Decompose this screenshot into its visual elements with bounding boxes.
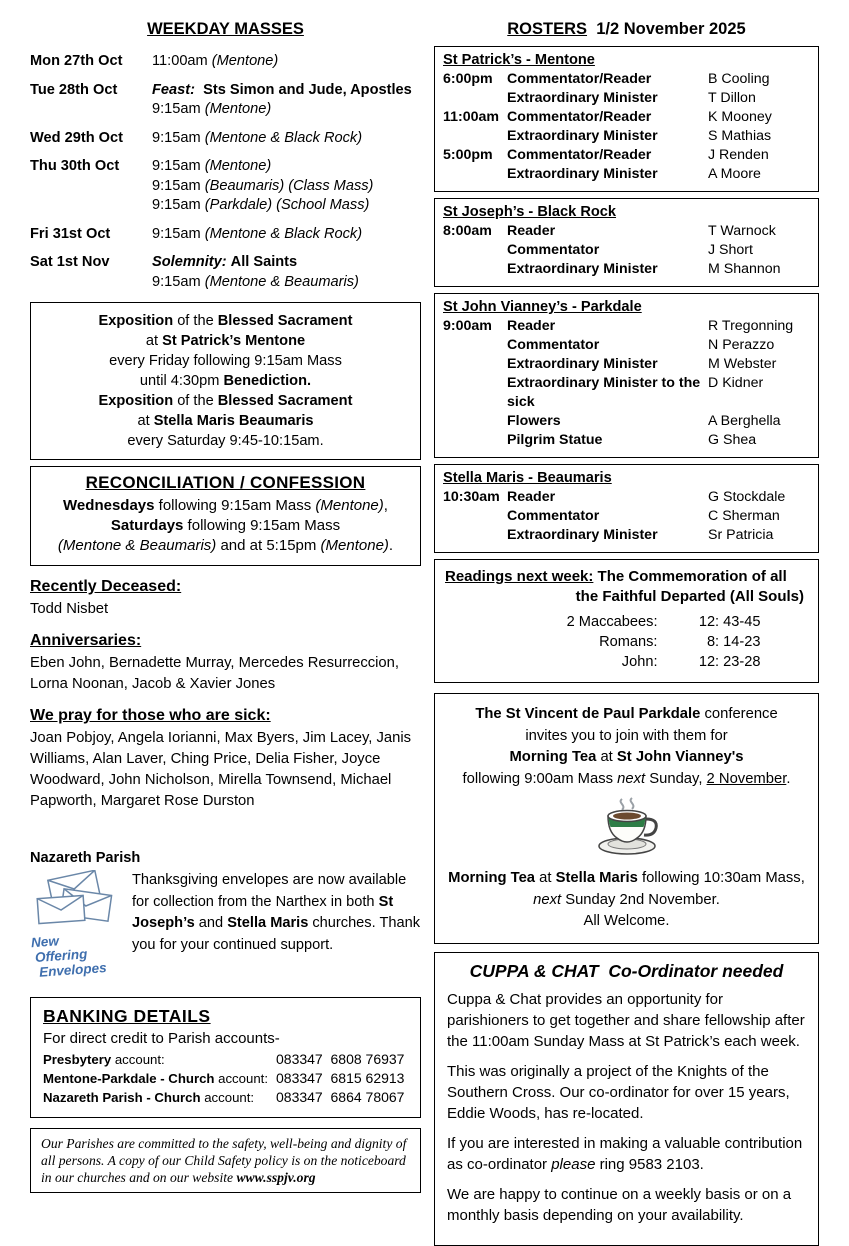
- roster-row: [443, 412, 810, 431]
- envelopes-caption: [31, 929, 126, 980]
- roster-st-josephs-black-rock: [434, 198, 819, 287]
- roster-time: 5:00pm: [443, 147, 493, 163]
- reading-row: [445, 612, 808, 632]
- roster-row: [443, 507, 810, 526]
- exposition-line: Exposition of the Blessed Sacrament: [98, 393, 353, 409]
- reading-row: [445, 652, 808, 672]
- roster-role: Extraordinary Minister: [507, 527, 658, 543]
- reconciliation-title: RECONCILIATION / CONFESSION: [85, 473, 366, 492]
- roster-time: 11:00am: [443, 109, 500, 125]
- roster-role: Commentator/Reader: [507, 109, 652, 125]
- morning-tea-line: next Sunday 2nd November.: [533, 891, 720, 908]
- roster-time: [443, 127, 507, 146]
- roster-person: Sr Patricia: [708, 527, 774, 543]
- morning-tea-line: All Welcome.: [583, 913, 670, 929]
- sick-section: [30, 707, 421, 812]
- anniversaries-heading: Anniversaries:: [30, 632, 142, 649]
- exposition-line: every Saturday 9:45-10:15am.: [127, 433, 324, 449]
- banking-intro: For direct credit to Parish accounts-: [43, 1030, 280, 1047]
- mass-time-line: 9:15am (Beaumaris) (Class Mass): [152, 177, 374, 194]
- right-column: [434, 20, 819, 1246]
- banking-row: [43, 1069, 408, 1088]
- roster-st-john-vianneys-parkdale: [434, 293, 819, 458]
- roster-role: Commentator: [507, 337, 600, 353]
- offering-envelopes-image: [30, 870, 124, 980]
- mass-time-line: 9:15am (Mentone): [152, 158, 272, 174]
- mass-time-line: 9:15am (Mentone & Beaumaris): [152, 273, 359, 290]
- mass-time-line: 9:15am (Parkdale) (School Mass): [152, 197, 370, 213]
- roster-time: [443, 431, 507, 450]
- mass-day: Wed 29th Oct: [30, 129, 123, 146]
- roster-role: Extraordinary Minister: [507, 90, 658, 106]
- mass-row-mon: [30, 52, 421, 72]
- weekday-masses-table: [30, 52, 421, 292]
- banking-account-label: Mentone-Parkdale - Church account:: [43, 1071, 268, 1086]
- roster-role: Extraordinary Minister to the sick: [507, 375, 701, 410]
- roster-role: Extraordinary Minister: [507, 166, 658, 182]
- exposition-notice: [30, 302, 421, 460]
- mass-day: Thu 30th Oct: [30, 158, 120, 174]
- reconciliation-line: Wednesdays following 9:15am Mass (Mentone),: [63, 497, 388, 514]
- sick-heading: We pray for those who are sick:: [30, 707, 271, 724]
- roster-time: [443, 260, 507, 279]
- child-safety-notice: [30, 1128, 421, 1193]
- roster-role: Reader: [507, 489, 556, 505]
- roster-person: A Moore: [708, 166, 761, 182]
- roster-time: 8:00am: [443, 223, 492, 239]
- roster-role: Extraordinary Minister: [507, 261, 658, 277]
- banking-account-number: 083347 6864 78067: [276, 1089, 405, 1105]
- mass-row-wed: [30, 129, 421, 149]
- mass-time-line: 9:15am (Mentone & Black Rock): [152, 225, 363, 242]
- cuppa-chat-title: CUPPA & CHAT Co-Ordinator needed: [469, 960, 784, 981]
- cuppa-chat-paragraph: This was originally a project of the Knights of the Southern Cross. Our co-ordinator for over 15 years, Eddie Woods, has re-located.: [447, 1062, 794, 1122]
- roster-time: [443, 89, 507, 108]
- envelopes-caption-word: New: [30, 933, 60, 951]
- roster-person: C Sherman: [708, 508, 780, 524]
- banking-details-box: [30, 997, 421, 1118]
- exposition-line: at St Patrick’s Mentone: [145, 333, 306, 349]
- mass-time-line: 9:15am (Mentone): [152, 101, 272, 117]
- recently-deceased-section: [30, 578, 421, 620]
- mass-day: Sat 1st Nov: [30, 254, 110, 270]
- roster-row: [443, 89, 810, 108]
- mass-row-fri: [30, 225, 421, 245]
- mass-time-line: 9:15am (Mentone & Black Rock): [152, 129, 363, 146]
- rosters-title: ROSTERS 1/2 November 2025: [507, 20, 746, 38]
- sick-names: Joan Pobjoy, Angela Iorianni, Max Byers, Jim Lacey, Janis Williams, Alan Laver, Ching Price, Delia Fisher, Joyce Woodward, John Nicholson, Mirella Townsend, Michael Papworth, Margaret Rose Durston: [30, 730, 412, 809]
- roster-person: K Mooney: [708, 109, 772, 125]
- roster-person: M Webster: [708, 356, 777, 372]
- roster-stella-maris-beaumaris: [434, 464, 819, 553]
- roster-role: Extraordinary Minister: [507, 356, 658, 372]
- reading-row: [445, 632, 808, 652]
- envelopes-caption-word: Envelopes: [38, 960, 108, 980]
- cuppa-chat-paragraph: Cuppa & Chat provides an opportunity for parishioners to get together and share fellowship after the 11:00am Sunday Mass at St Patrick’s each week.: [447, 990, 809, 1050]
- mass-row-sat: [30, 253, 421, 292]
- mass-time-line: Feast: Sts Simon and Jude, Apostles: [152, 81, 412, 98]
- exposition-line: until 4:30pm Benediction.: [139, 373, 312, 389]
- roster-time: 9:00am: [443, 318, 492, 334]
- recently-deceased-names: Todd Nisbet: [30, 601, 109, 617]
- roster-person: G Shea: [708, 432, 757, 448]
- roster-row: [443, 488, 810, 507]
- roster-row: [443, 374, 810, 412]
- roster-row: [443, 70, 810, 89]
- envelopes-icon: [30, 870, 124, 928]
- morning-tea-line: The St Vincent de Paul Parkdale conference: [475, 706, 778, 722]
- roster-role: Pilgrim Statue: [507, 432, 603, 448]
- roster-row: [443, 260, 810, 279]
- reconciliation-line: (Mentone & Beaumaris) and at 5:15pm (Mentone).: [57, 537, 394, 554]
- morning-tea-line: Morning Tea at Stella Maris following 10:30am Mass,: [448, 870, 805, 886]
- anniversaries-names: Eben John, Bernadette Murray, Mercedes Resurreccion, Lorna Noonan, Jacob & Xavier Jones: [30, 655, 400, 692]
- roster-person: R Tregonning: [708, 318, 794, 334]
- roster-time: 10:30am: [443, 489, 500, 505]
- mass-day: Mon 27th Oct: [30, 53, 123, 69]
- roster-role: Commentator: [507, 508, 600, 524]
- coffee-cup-icon: [584, 795, 670, 859]
- coffee-cup-image: [584, 795, 670, 863]
- reading-verse: 8: 14-23: [706, 634, 761, 650]
- exposition-line: every Friday following 9:15am Mass: [109, 353, 342, 369]
- banking-row: [43, 1050, 408, 1069]
- roster-church-name: St Patrick’s - Mentone: [443, 52, 595, 68]
- roster-role: Extraordinary Minister: [507, 128, 658, 144]
- readings-heading-line1: Readings next week: The Commemoration of all: [445, 568, 787, 585]
- roster-person: T Warnock: [708, 223, 776, 239]
- roster-row: [443, 146, 810, 165]
- roster-row: [443, 108, 810, 127]
- nazareth-parish-section: [30, 850, 425, 980]
- roster-time: [443, 165, 507, 184]
- roster-role: Reader: [507, 318, 556, 334]
- mass-time-line: Solemnity: All Saints: [152, 254, 298, 270]
- mass-row-thu: [30, 157, 421, 216]
- cuppa-chat-notice: [434, 952, 819, 1246]
- roster-person: S Mathias: [708, 128, 772, 144]
- roster-church-name: St John Vianney’s - Parkdale: [443, 299, 642, 315]
- reading-verse: 12: 43-45: [698, 614, 761, 630]
- roster-st-patricks-mentone: [434, 46, 819, 192]
- child-safety-text: Our Parishes are committed to the safety, well-being and dignity of all persons. A copy of our Child Safety policy is on the noticeboard in our churches and on our website www.sspjv.org: [41, 1136, 410, 1185]
- roster-row: [443, 431, 810, 450]
- roster-role: Flowers: [507, 413, 561, 429]
- anniversaries-section: [30, 632, 421, 695]
- reading-book: Romans:: [599, 634, 658, 650]
- roster-person: J Renden: [708, 147, 769, 163]
- banking-account-number: 083347 6808 76937: [276, 1051, 405, 1067]
- roster-row: [443, 355, 810, 374]
- left-column: [30, 20, 425, 1246]
- readings-next-week-box: [434, 559, 819, 683]
- mass-day: Tue 28th Oct: [30, 81, 118, 98]
- roster-row: [443, 241, 810, 260]
- roster-person: T Dillon: [708, 90, 756, 106]
- roster-row: [443, 165, 810, 184]
- morning-tea-line: following 9:00am Mass next Sunday, 2 November.: [462, 770, 791, 787]
- roster-row: [443, 222, 810, 241]
- banking-row: [43, 1088, 408, 1107]
- reconciliation-notice: [30, 466, 421, 566]
- readings-heading-line2: the Faithful Departed (All Souls): [575, 588, 804, 605]
- roster-person: M Shannon: [708, 261, 781, 277]
- nazareth-parish-text: Thanksgiving envelopes are now available for collection from the Narthex in both St Joseph’s and Stella Maris churches. Thank you for your continued support.: [132, 872, 425, 953]
- weekday-masses-title: WEEKDAY MASSES: [147, 20, 304, 38]
- roster-time: [443, 374, 507, 412]
- reading-book: 2 Maccabees:: [566, 614, 658, 630]
- roster-time: [443, 336, 507, 355]
- roster-row: [443, 317, 810, 336]
- roster-time: [443, 526, 507, 545]
- banking-account-label: Presbytery account:: [43, 1052, 165, 1067]
- roster-person: B Cooling: [708, 71, 770, 87]
- roster-church-name: Stella Maris - Beaumaris: [443, 470, 612, 486]
- roster-person: J Short: [708, 242, 753, 258]
- mass-row-tue: [30, 81, 421, 120]
- roster-role: Commentator/Reader: [507, 71, 652, 87]
- reconciliation-line: Saturdays following 9:15am Mass: [110, 517, 341, 534]
- banking-account-label: Nazareth Parish - Church account:: [43, 1090, 255, 1105]
- roster-person: N Perazzo: [708, 337, 775, 353]
- morning-tea-line: invites you to join with them for: [525, 727, 728, 744]
- roster-role: Reader: [507, 223, 556, 239]
- cuppa-chat-paragraph: We are happy to continue on a weekly basis or on a monthly basis depending on your availability.: [447, 1185, 796, 1224]
- mass-day: Fri 31st Oct: [30, 225, 111, 242]
- roster-person: A Berghella: [708, 413, 781, 429]
- roster-person: G Stockdale: [708, 489, 786, 505]
- banking-account-number: 083347 6815 62913: [276, 1070, 405, 1086]
- exposition-line: at Stella Maris Beaumaris: [137, 413, 314, 429]
- mass-time-line: 11:00am (Mentone): [152, 53, 279, 69]
- nazareth-parish-heading: Nazareth Parish: [30, 850, 141, 866]
- morning-tea-line: Morning Tea at St John Vianney's: [509, 749, 744, 765]
- morning-tea-notice: [434, 693, 819, 944]
- exposition-line: Exposition of the Blessed Sacrament: [98, 313, 353, 329]
- roster-time: 6:00pm: [443, 71, 493, 87]
- roster-row: [443, 526, 810, 545]
- roster-time: [443, 241, 507, 260]
- cuppa-chat-paragraph: If you are interested in making a valuable contribution as co-ordinator please ring 9583 2103.: [447, 1134, 807, 1173]
- roster-church-name: St Joseph’s - Black Rock: [443, 204, 617, 220]
- reading-book: John:: [621, 654, 658, 670]
- roster-time: [443, 355, 507, 374]
- envelopes-caption-word: Offering: [34, 946, 88, 965]
- roster-time: [443, 412, 507, 431]
- banking-heading: BANKING DETAILS: [43, 1006, 211, 1026]
- roster-time: [443, 507, 507, 526]
- roster-person: D Kidner: [708, 375, 764, 391]
- roster-role: Commentator/Reader: [507, 147, 652, 163]
- roster-row: [443, 127, 810, 146]
- recently-deceased-heading: Recently Deceased:: [30, 578, 182, 595]
- reading-verse: 12: 23-28: [698, 654, 761, 670]
- roster-row: [443, 336, 810, 355]
- roster-role: Commentator: [507, 242, 600, 258]
